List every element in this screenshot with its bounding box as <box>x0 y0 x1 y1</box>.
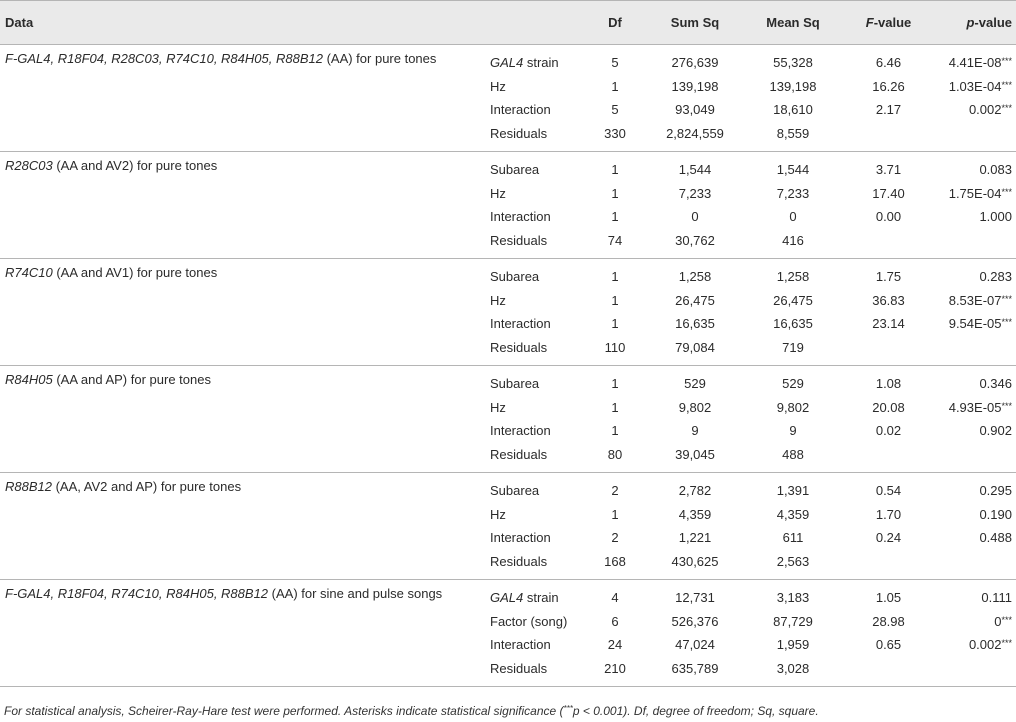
significance-stars: *** <box>1001 400 1012 411</box>
p-value-cell <box>936 657 1016 687</box>
mean-sq-cell: 139,198 <box>769 78 817 94</box>
p-value-cell <box>936 443 1016 473</box>
df-cell: 1 <box>611 78 619 94</box>
df-cell: 1 <box>611 506 619 522</box>
df-cell: 4 <box>611 590 619 606</box>
p-value-cell <box>936 473 1016 503</box>
f-value-cell: 0.00 <box>875 209 902 225</box>
p-value-cell <box>936 396 1016 420</box>
f-value-cell: 36.83 <box>872 292 905 308</box>
p-value-cell <box>936 98 1016 122</box>
header-term <box>485 1 585 45</box>
term-cell <box>485 152 585 182</box>
p-value-text: 0.190 <box>979 506 1012 522</box>
f-value-cell: 0.65 <box>875 637 902 653</box>
mean-sq-cell: 3,028 <box>776 660 810 676</box>
f-value-cell: 20.08 <box>872 399 905 415</box>
p-value-cell <box>936 152 1016 182</box>
term-part: Hz <box>490 399 506 415</box>
table-row <box>0 259 1016 289</box>
f-value-cell: 0.24 <box>875 530 902 546</box>
header-p-value <box>936 1 1016 45</box>
sum-sq-cell: 26,475 <box>675 292 715 308</box>
term-cell <box>485 443 585 473</box>
significance-stars: *** <box>1001 79 1012 90</box>
term-part: GAL4 <box>490 590 524 606</box>
mean-sq-cell: 2,563 <box>776 553 810 569</box>
term-part: strain <box>523 55 559 71</box>
df-cell: 5 <box>611 102 619 118</box>
term-part: Residuals <box>490 232 548 248</box>
header-df: Df <box>608 15 622 30</box>
f-value-cell: 3.71 <box>875 162 902 178</box>
sum-sq-cell: 9 <box>691 423 699 439</box>
term-cell <box>485 550 585 580</box>
table-row <box>0 473 1016 503</box>
footnote-stars: *** <box>563 704 573 713</box>
term-cell <box>485 122 585 152</box>
df-cell: 1 <box>611 185 619 201</box>
p-value-text: 0.295 <box>979 483 1012 499</box>
term-part: Residuals <box>490 660 548 676</box>
sum-sq-cell: 4,359 <box>678 506 712 522</box>
p-value-cell <box>936 336 1016 366</box>
f-value-cell: 1.75 <box>875 269 902 285</box>
header-sum-sq: Sum Sq <box>670 15 720 30</box>
p-value-cell <box>936 312 1016 336</box>
df-cell: 330 <box>604 125 626 141</box>
term-part: Residuals <box>490 553 548 569</box>
mean-sq-cell: 7,233 <box>776 185 810 201</box>
p-value-text: 1.75E-04 <box>948 185 1002 201</box>
term-part: Hz <box>490 185 506 201</box>
significance-stars: *** <box>1001 317 1012 328</box>
term-part: Subarea <box>490 269 540 285</box>
f-value-cell: 0.02 <box>875 423 902 439</box>
sum-sq-cell: 93,049 <box>675 102 715 118</box>
df-cell: 1 <box>611 162 619 178</box>
p-value-text: 0.488 <box>979 530 1012 546</box>
mean-sq-cell: 1,959 <box>776 637 810 653</box>
mean-sq-cell: 0 <box>789 209 797 225</box>
data-description-part: (AA) for sine and pulse songs <box>268 586 443 601</box>
term-part: Subarea <box>490 162 540 178</box>
term-cell <box>485 657 585 687</box>
sum-sq-cell: 276,639 <box>671 55 719 71</box>
sum-sq-cell: 1,221 <box>678 530 712 546</box>
data-description-part: R28C03 <box>5 158 53 173</box>
term-cell <box>485 366 585 396</box>
significance-stars: *** <box>1001 614 1012 625</box>
table-row <box>0 45 1016 75</box>
header-p-suffix: -value <box>974 15 1012 30</box>
p-value-cell <box>936 205 1016 229</box>
term-cell <box>485 205 585 229</box>
df-cell: 168 <box>604 553 626 569</box>
df-cell: 1 <box>611 376 619 392</box>
sum-sq-cell: 12,731 <box>675 590 715 606</box>
data-description <box>0 473 485 580</box>
f-value-cell: 28.98 <box>872 613 905 629</box>
term-part: GAL4 <box>490 55 524 71</box>
mean-sq-cell: 87,729 <box>773 613 813 629</box>
term-part: Interaction <box>490 423 551 439</box>
term-part: Hz <box>490 78 506 94</box>
df-cell: 2 <box>611 483 619 499</box>
f-value-cell <box>841 550 936 580</box>
mean-sq-cell: 26,475 <box>773 292 813 308</box>
header-f-letter: F <box>865 15 874 30</box>
p-value-cell <box>936 366 1016 396</box>
df-cell: 74 <box>607 232 623 248</box>
header-mean-sq: Mean Sq <box>766 15 820 30</box>
sum-sq-cell: 7,233 <box>678 185 712 201</box>
df-cell: 1 <box>611 292 619 308</box>
sum-sq-cell: 1,544 <box>678 162 712 178</box>
sum-sq-cell: 526,376 <box>671 613 719 629</box>
data-description-part: F-GAL4, R18F04, R28C03, R74C10, R84H05, R88B12 <box>5 51 323 66</box>
sum-sq-cell: 1,258 <box>678 269 712 285</box>
data-description-part: (AA, AV2 and AP) for pure tones <box>51 479 242 494</box>
df-cell: 24 <box>607 637 623 653</box>
data-description <box>0 580 485 687</box>
significance-stars: *** <box>1001 103 1012 114</box>
term-part: Residuals <box>490 446 548 462</box>
data-description-part: R84H05 <box>5 372 53 387</box>
f-value-cell <box>841 336 936 366</box>
header-f-suffix: -value <box>873 15 912 30</box>
footnote-text-end: p < 0.001). Df, degree of freedom; Sq, square. <box>572 704 819 718</box>
df-cell: 6 <box>611 613 619 629</box>
sum-sq-cell: 529 <box>684 376 706 392</box>
f-value-cell: 1.08 <box>875 376 902 392</box>
term-part: Interaction <box>490 102 551 118</box>
sum-sq-cell: 635,789 <box>671 660 719 676</box>
term-part: Interaction <box>490 530 551 546</box>
term-part: Subarea <box>490 483 540 499</box>
data-description-part: (AA) for pure tones <box>322 51 437 66</box>
mean-sq-cell: 18,610 <box>773 102 813 118</box>
term-part: strain <box>523 590 559 606</box>
term-cell <box>485 259 585 289</box>
term-cell <box>485 526 585 550</box>
term-part: Hz <box>490 506 506 522</box>
sum-sq-cell: 2,782 <box>678 483 712 499</box>
term-part: Residuals <box>490 125 548 141</box>
term-cell <box>485 98 585 122</box>
df-cell: 1 <box>611 399 619 415</box>
p-value-text: 0.346 <box>979 376 1012 392</box>
p-value-text: 0.111 <box>981 590 1012 606</box>
df-cell: 1 <box>611 423 619 439</box>
significance-stars: *** <box>1001 638 1012 649</box>
f-value-cell <box>841 229 936 259</box>
term-cell <box>485 396 585 420</box>
table-row <box>0 580 1016 610</box>
mean-sq-cell: 488 <box>782 446 804 462</box>
term-cell <box>485 289 585 313</box>
term-cell <box>485 45 585 75</box>
sum-sq-cell: 30,762 <box>675 232 715 248</box>
df-cell: 110 <box>604 339 626 355</box>
mean-sq-cell: 16,635 <box>773 316 813 332</box>
significance-stars: *** <box>1001 293 1012 304</box>
p-value-text: 4.41E-08 <box>948 55 1002 71</box>
p-value-text: 0.902 <box>979 423 1012 439</box>
sum-sq-cell: 2,824,559 <box>666 125 724 141</box>
mean-sq-cell: 416 <box>782 232 804 248</box>
sum-sq-cell: 430,625 <box>671 553 719 569</box>
p-value-cell <box>936 289 1016 313</box>
f-value-cell: 2.17 <box>875 102 902 118</box>
mean-sq-cell: 1,258 <box>776 269 810 285</box>
mean-sq-cell: 1,391 <box>776 483 810 499</box>
data-description <box>0 366 485 473</box>
mean-sq-cell: 3,183 <box>776 590 810 606</box>
header-f-value <box>841 1 936 45</box>
data-description-part: (AA and AP) for pure tones <box>52 372 211 387</box>
f-value-cell: 23.14 <box>872 316 905 332</box>
term-cell <box>485 633 585 657</box>
header-p-letter: p <box>966 15 975 30</box>
f-value-cell <box>841 122 936 152</box>
term-part: Hz <box>490 292 506 308</box>
term-cell <box>485 312 585 336</box>
term-part: Interaction <box>490 637 551 653</box>
f-value-cell: 6.46 <box>875 55 902 71</box>
f-value-cell: 1.05 <box>875 590 902 606</box>
term-cell <box>485 580 585 610</box>
term-part: Interaction <box>490 209 551 225</box>
p-value-cell <box>936 610 1016 634</box>
sum-sq-cell: 0 <box>691 209 699 225</box>
data-description-part: F-GAL4, R18F04, R74C10, R84H05, R88B12 <box>5 586 269 601</box>
p-value-text: 0.283 <box>979 269 1012 285</box>
footnote-text-start: For statistical analysis, Scheirer-Ray-Hare test were performed. Asterisks indicate statistical significance ( <box>4 704 564 718</box>
f-value-cell: 1.70 <box>875 506 902 522</box>
f-value-cell: 0.54 <box>875 483 902 499</box>
table-row <box>0 152 1016 182</box>
data-description-part: R88B12 <box>5 479 52 494</box>
data-description-part: (AA and AV2) for pure tones <box>52 158 218 173</box>
term-cell <box>485 610 585 634</box>
mean-sq-cell: 611 <box>782 530 804 546</box>
mean-sq-cell: 8,559 <box>776 125 810 141</box>
p-value-cell <box>936 45 1016 75</box>
data-description-part: R74C10 <box>5 265 53 280</box>
sum-sq-cell: 9,802 <box>678 399 712 415</box>
mean-sq-cell: 9 <box>789 423 797 439</box>
header-row <box>0 1 1016 45</box>
p-value-cell <box>936 526 1016 550</box>
term-cell <box>485 336 585 366</box>
f-value-cell <box>841 443 936 473</box>
p-value-cell <box>936 122 1016 152</box>
significance-stars: *** <box>1001 56 1012 67</box>
p-value-text: 0.002 <box>968 637 1002 653</box>
mean-sq-cell: 529 <box>782 376 804 392</box>
term-cell <box>485 182 585 206</box>
f-value-cell: 17.40 <box>872 185 905 201</box>
significance-stars: *** <box>1001 186 1012 197</box>
p-value-text: 1.000 <box>979 209 1012 225</box>
term-cell <box>485 229 585 259</box>
header-data: Data <box>5 15 34 30</box>
p-value-cell <box>936 229 1016 259</box>
table-row <box>0 366 1016 396</box>
p-value-cell <box>936 182 1016 206</box>
p-value-cell <box>936 75 1016 99</box>
mean-sq-cell: 1,544 <box>776 162 810 178</box>
table-footnote <box>4 704 819 718</box>
f-value-cell: 16.26 <box>872 78 905 94</box>
df-cell: 80 <box>607 446 623 462</box>
df-cell: 5 <box>611 55 619 71</box>
term-part: Interaction <box>490 316 551 332</box>
term-part: Subarea <box>490 376 540 392</box>
df-cell: 1 <box>611 316 619 332</box>
p-value-text: 0 <box>994 613 1002 629</box>
p-value-cell <box>936 259 1016 289</box>
mean-sq-cell: 4,359 <box>776 506 810 522</box>
data-description <box>0 45 485 152</box>
term-cell <box>485 75 585 99</box>
term-part: Residuals <box>490 339 548 355</box>
table-body <box>0 45 1016 687</box>
df-cell: 1 <box>611 209 619 225</box>
f-value-cell <box>841 657 936 687</box>
p-value-text: 4.93E-05 <box>948 399 1002 415</box>
p-value-text: 1.03E-04 <box>948 78 1002 94</box>
term-cell <box>485 473 585 503</box>
p-value-cell <box>936 503 1016 527</box>
p-value-cell <box>936 419 1016 443</box>
mean-sq-cell: 719 <box>782 339 804 355</box>
p-value-text: 9.54E-05 <box>948 316 1002 332</box>
sum-sq-cell: 139,198 <box>671 78 719 94</box>
sum-sq-cell: 16,635 <box>675 316 715 332</box>
mean-sq-cell: 9,802 <box>776 399 810 415</box>
df-cell: 2 <box>611 530 619 546</box>
p-value-cell <box>936 633 1016 657</box>
data-description-part: (AA and AV1) for pure tones <box>52 265 218 280</box>
term-cell <box>485 503 585 527</box>
sum-sq-cell: 47,024 <box>675 637 715 653</box>
term-cell <box>485 419 585 443</box>
p-value-text: 0.002 <box>968 102 1002 118</box>
term-part: Factor (song) <box>490 613 568 629</box>
p-value-cell <box>936 550 1016 580</box>
sum-sq-cell: 39,045 <box>675 446 715 462</box>
sum-sq-cell: 79,084 <box>675 339 715 355</box>
df-cell: 1 <box>611 269 619 285</box>
data-description <box>0 259 485 366</box>
data-description <box>0 152 485 259</box>
p-value-text: 0.083 <box>979 162 1012 178</box>
p-value-cell <box>936 580 1016 610</box>
df-cell: 210 <box>604 660 626 676</box>
mean-sq-cell: 55,328 <box>773 55 813 71</box>
p-value-text: 8.53E-07 <box>948 292 1002 308</box>
